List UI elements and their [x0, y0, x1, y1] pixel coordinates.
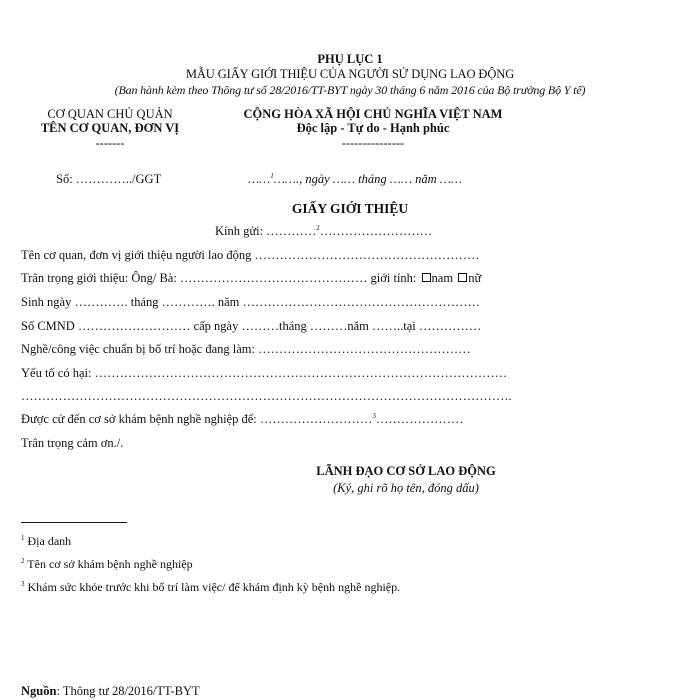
signature-title: LÃNH ĐẠO CƠ SỞ LAO ĐỘNG — [316, 464, 496, 478]
footnote-ref-3: 3 — [372, 411, 376, 420]
source-text: : Thông tư 28/2016/TT-BYT — [56, 684, 200, 698]
agency-name: TÊN CƠ QUAN, ĐƠN VỊ — [40, 121, 180, 136]
gender-male-label: nam — [431, 271, 454, 285]
gender-female-label: nữ — [468, 271, 482, 285]
footnote-2-text: Tên cơ sở khám bệnh nghề nghiệp — [27, 557, 193, 571]
sent-suffix: ………………… — [375, 412, 464, 426]
footnote-divider — [21, 522, 127, 523]
recipient-prefix: Kính gửi: ………… — [215, 224, 317, 238]
footnote-3-text: Khám sức khỏe trước khi bố trí làm việc/ để khám định kỳ bệnh nghề nghiệp. — [27, 580, 401, 594]
job-field: Nghề/công việc chuẩn bị bố trí hoặc đang làm: …………………………………………… — [21, 342, 471, 356]
footnote-1-text: Địa danh — [27, 534, 72, 548]
intro-field — [21, 271, 481, 285]
footnote-1-number: 1 — [21, 534, 25, 542]
hazard-continuation: ………………………………………………………………………………………………………. — [21, 389, 512, 403]
date-prefix: …… — [248, 172, 271, 186]
form-title: MẪU GIẤY GIỚI THIỆU CỦA NGƯỜI SỬ DỤNG LAO ĐỘNG — [185, 67, 515, 81]
document-number: Số: …………../GGT — [56, 172, 162, 186]
signature-note: (Ký, ghi rõ họ tên, đóng dấu) — [333, 481, 479, 495]
footnote-1 — [21, 535, 71, 549]
source-label: Nguồn — [21, 684, 57, 698]
footnote-ref-1: 1 — [270, 171, 274, 180]
gender-male-checkbox[interactable] — [422, 273, 431, 282]
date-line — [248, 172, 462, 186]
footnote-ref-2: 2 — [316, 223, 320, 232]
agency-block — [30, 107, 190, 150]
document-title: GIẤY GIỚI THIỆU — [291, 201, 409, 216]
source-line — [21, 684, 200, 698]
country-divider: --------------- — [341, 135, 405, 150]
appendix-title: PHỤ LỤC 1 — [317, 52, 383, 66]
date-rest: ……., ngày …… tháng …… năm …… — [273, 172, 462, 186]
agency-parent: CƠ QUAN CHỦ QUẢN — [47, 107, 173, 121]
footnote-2 — [21, 558, 193, 572]
birth-field: Sinh ngày …………. tháng …………. năm ………………………………………………… — [21, 295, 481, 309]
motto: Độc lập - Tự do - Hạnh phúc — [296, 121, 450, 136]
id-field: Số CMND ……………………… cấp ngày ………tháng ………năm ……..tại …………… — [21, 319, 482, 333]
recipient-suffix: ……………………… — [319, 224, 433, 238]
country-block — [222, 107, 524, 150]
agency-field: Tên cơ quan, đơn vị giới thiệu người lao động ……………………………………………… — [21, 248, 480, 262]
footnote-2-number: 2 — [21, 557, 25, 565]
sent-prefix: Được cử đến cơ sở khám bệnh nghề nghiệp để: ……………………… — [21, 412, 373, 426]
thanks-line: Trân trọng cảm ơn./. — [21, 436, 124, 450]
footnote-3 — [21, 581, 400, 595]
hazard-field: Yếu tố có hại: ……………………………………………………………………………………… — [21, 366, 508, 380]
issued-by-note: (Ban hành kèm theo Thông tư số 28/2016/TT-BYT ngày 30 tháng 6 năm 2016 của Bộ trưởng Bộ Y tế) — [114, 83, 586, 97]
agency-divider: ------- — [95, 135, 125, 150]
intro-label: Trân trọng giới thiệu: Ông/ Bà: ……………………………………… giới tính: — [21, 271, 417, 285]
recipient-line — [215, 224, 432, 238]
footnote-3-number: 3 — [21, 580, 25, 588]
country-name: CỘNG HÒA XÃ HỘI CHỦ NGHĨA VIỆT NAM — [243, 107, 503, 121]
sent-field — [21, 412, 463, 426]
gender-female-checkbox[interactable] — [458, 273, 467, 282]
